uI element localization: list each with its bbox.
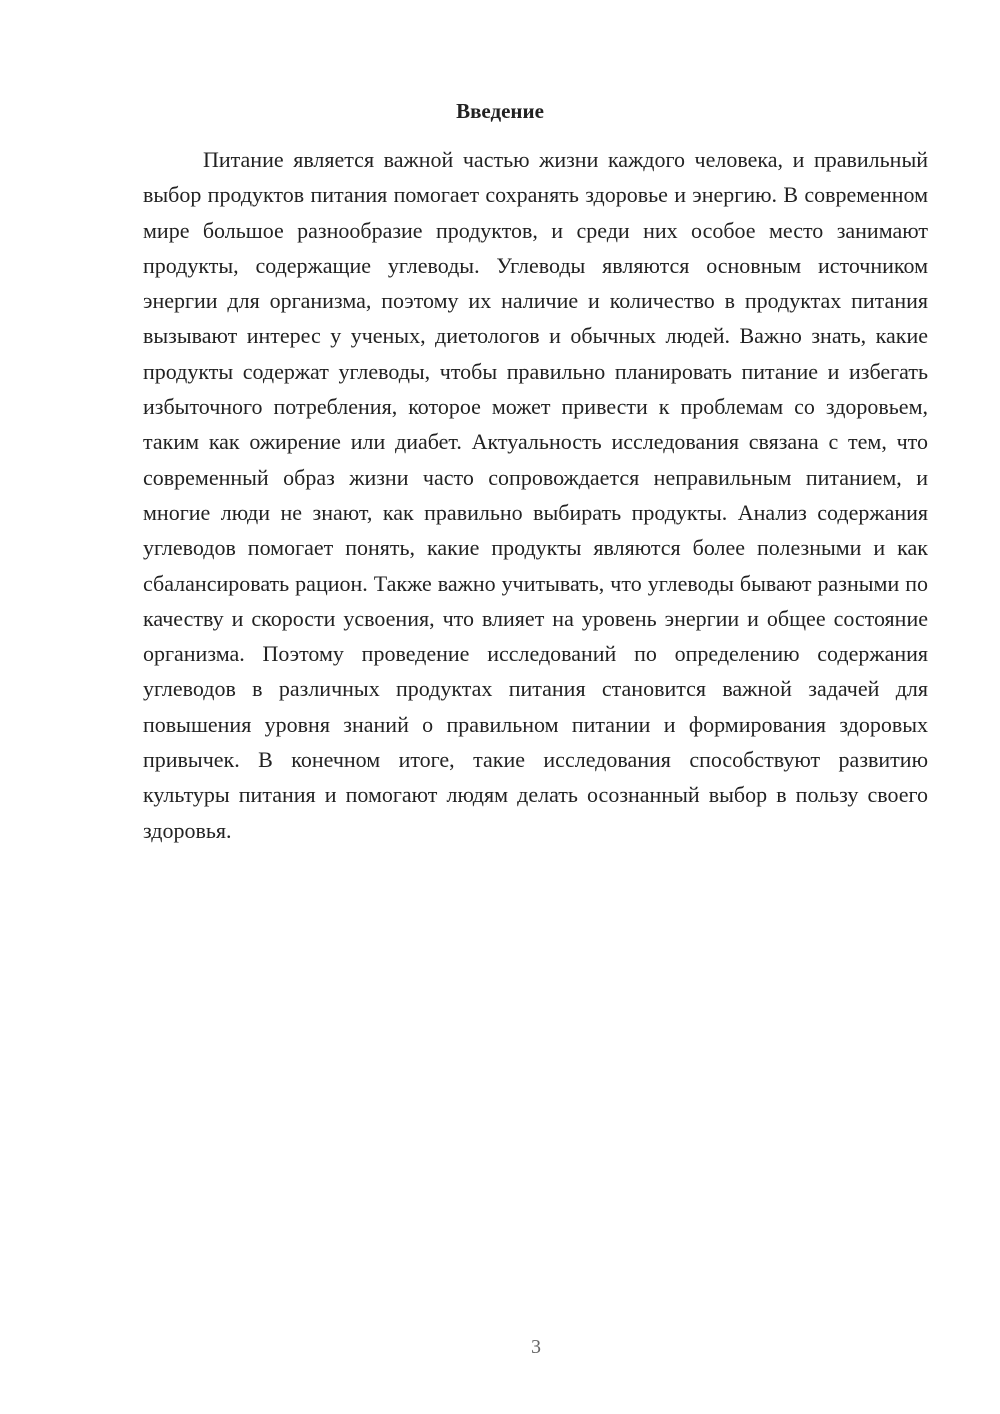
section-heading	[0, 96, 928, 126]
section-heading-text: Введение	[456, 99, 544, 123]
body-paragraph: Питание является важной частью жизни каждого человека, и правильный выбор продуктов питания помогает сохранять здоровье и энергию. В современном мире большое разнообразие продуктов, и среди них особое место занимают продукты, содержащие углеводы. Углеводы являются основным источником энергии для организма, поэтому их наличие и количество в продуктах питания вызывают интерес у ученых, диетологов и обычных людей. Важно знать, какие продукты содержат углеводы, чтобы правильно планировать питание и избегать избыточного потребления, которое может привести к проблемам со здоровьем, таким как ожирение или диабет. Актуальность исследования связана с тем, что современный образ жизни часто сопровождается неправильным питанием, и многие люди не знают, как правильно выбирать продукты. Анализ содержания углеводов помогает понять, какие продукты являются более полезными и как сбалансировать рацион. Также важно учитывать, что углеводы бывают разными по качеству и скорости усвоения, что влияет на уровень энергии и общее состояние организма. Поэтому проведение исследований по определению содержания углеводов в различных продуктах питания становится важной задачей для повышения уровня знаний о правильном питании и формирования здоровых привычек. В конечном итоге, такие исследования способствуют развитию культуры питания и помогают людям делать осознанный выбор в пользу своего здоровья.	[143, 147, 928, 843]
page-number: 3	[531, 1336, 541, 1358]
